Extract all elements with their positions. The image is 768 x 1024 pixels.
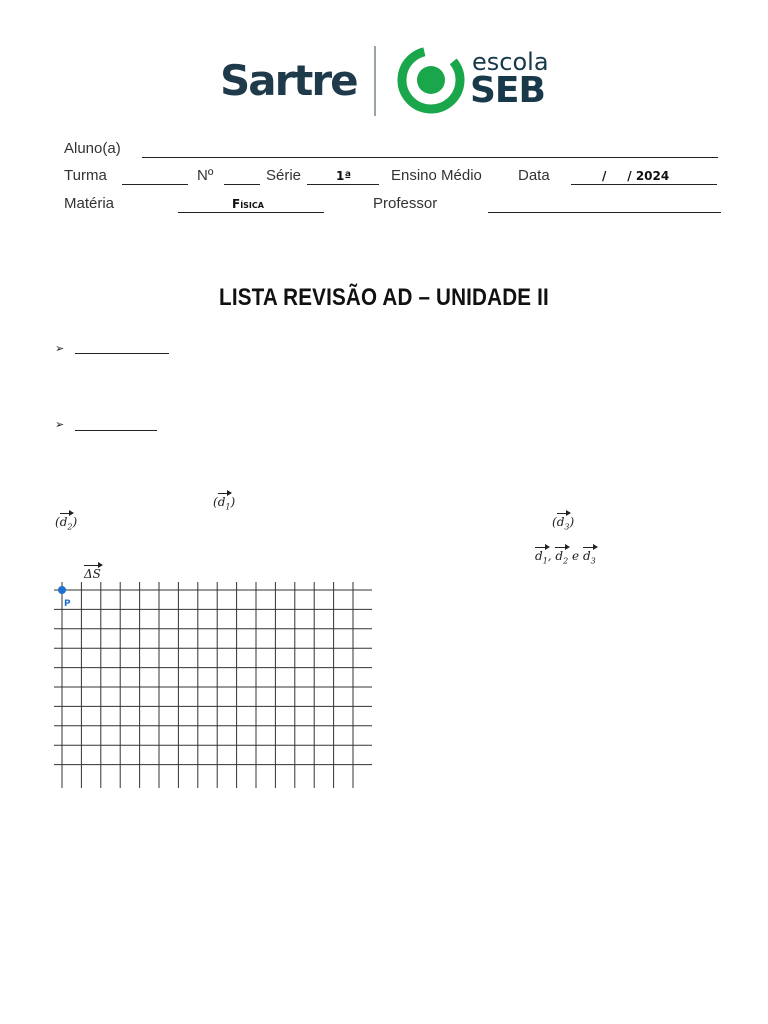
vectors-list: $d_1$, $d_2$ e $d_3$ [535,548,596,569]
serie-value: 1ª [336,169,352,183]
turma-field[interactable] [122,184,188,185]
numero-label: Nº [197,167,214,184]
turma-label: Turma [64,167,107,184]
vector-d1: $(d_1)$ [213,494,235,515]
data-field[interactable] [571,184,717,185]
professor-field[interactable] [488,212,721,213]
seb-logo-text: SEB [470,70,545,111]
bullet-arrow-icon: ➢ [55,419,65,431]
blank-line [75,430,157,431]
materia-label: Matéria [64,195,115,212]
logo-divider [374,46,376,116]
data-label: Data [518,167,550,184]
blank-line [75,353,169,354]
grid-paper [54,582,374,792]
data-value: / / 2024 [602,169,670,183]
materia-field[interactable] [178,212,324,213]
ensino-label: Ensino Médio [391,167,482,184]
seb-logo-icon [396,44,466,116]
bullet-arrow-icon: ➢ [55,343,65,355]
vector-delta-s: ΔS [84,567,101,581]
aluno-field[interactable] [142,157,718,158]
point-p-label: P [64,599,71,609]
page-title: LISTA REVISÃO AD – UNIDADE II [219,284,549,311]
aluno-label: Aluno(a) [64,140,121,157]
materia-value: Física [232,197,264,211]
sartre-logo-text: Sartre [220,56,357,105]
professor-label: Professor [373,195,438,212]
point-p-marker [58,586,66,594]
serie-label: Série [266,167,302,184]
vector-d3: $(d_3)$ [552,514,574,535]
numero-field[interactable] [224,184,260,185]
serie-field[interactable] [307,184,379,185]
vector-d2: $(d_2)$ [55,514,77,535]
escola-logo-text: escola [472,48,549,76]
